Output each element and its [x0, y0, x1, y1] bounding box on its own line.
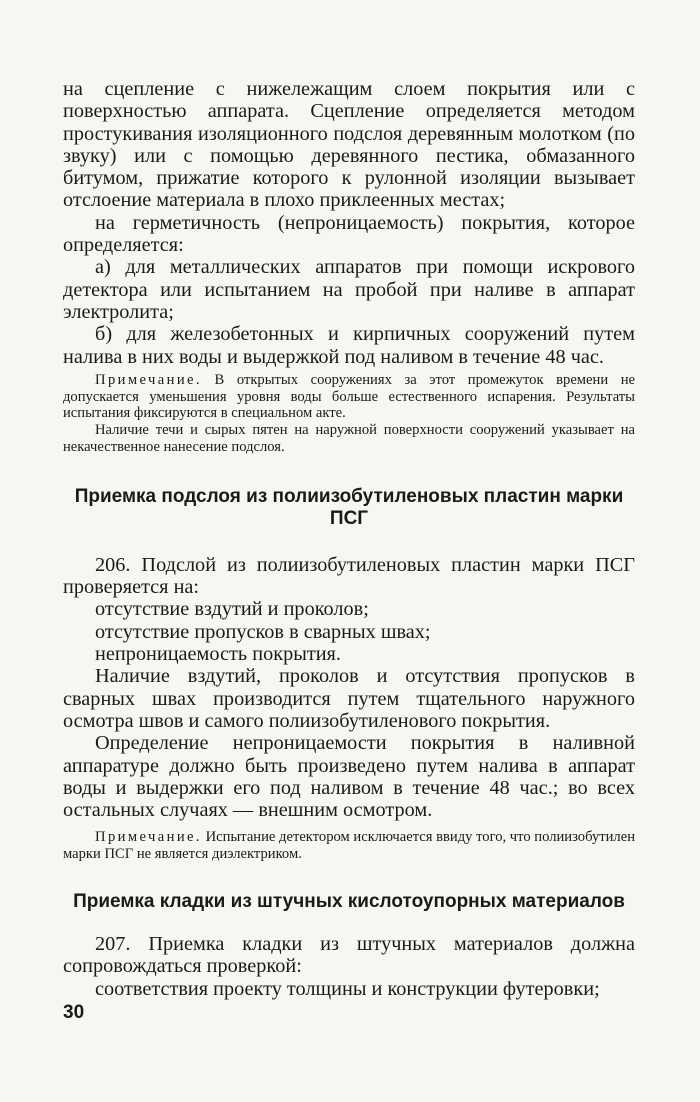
list-item: отсутствие пропусков в сварных швах; [95, 620, 431, 643]
list-item: непроницаемость покрытия. [95, 643, 341, 666]
page-body [63, 78, 635, 1000]
paragraph-207-item: соответствия проекту толщины и конструкции футеровки; [95, 977, 600, 1000]
section-heading-psg: Приемка подслоя из полиизобутиленовых пластин марки ПСГ [74, 485, 624, 529]
page-number: 30 [63, 1002, 85, 1023]
paragraph-206-inspection: Наличие вздутий, проколов и отсутствия пропусков в сварных швах производится путем тщательного наружного осмотра швов и самого полиизобутиленового покрытия. [63, 665, 635, 732]
note-text: В открытых сооружениях за этот промежуток времени не допускается уменьшения уровня воды больше естественного испарения. Результаты испытания фиксируются в специальном акте. [63, 371, 635, 422]
note-2 [63, 829, 635, 863]
paragraph-207-intro: 207. Приемка кладки из штучных материалов должна сопровождаться проверкой: [63, 933, 635, 978]
paragraph-hermeticity: на герметичность (непроницаемость) покрытия, которое определяется: [63, 211, 635, 257]
paragraph-continuation: на сцепление с нижележащим слоем покрытия или с поверхностью аппарата. Сцепление определяется методом простукивания изоляционного подслоя деревянным молотком (по звуку) или с помощью деревянного пестика, обмазанного битумом, прижатие которого к рулонной изоляции вызывает отслоение материала в плохо приклеенных местах; [63, 78, 635, 212]
note-1-continued: Наличие течи и сырых пятен на наружной поверхности сооружений указывает на некачественное нанесение подслоя. [63, 422, 635, 456]
paragraph-item-a: а) для металлических аппаратов при помощи искрового детектора или испытанием на пробой при наливе в аппарат электролита; [63, 256, 635, 323]
note-label: Примечание. [95, 371, 202, 388]
paragraph-206-intro: 206. Подслой из полиизобутиленовых пластин марки ПСГ проверяется на: [63, 553, 635, 599]
paragraph-206-impermeability: Определение непроницаемости покрытия в наливной аппаратуре должно быть произведено путем налива в аппарат воды и выдержки его под наливом в течение 48 час.; во всех остальных случаях — внешним осмотром. [63, 732, 635, 822]
note-text: Испытание детектором исключается ввиду того, что полиизобутилен марки ПСГ не является диэлектриком. [63, 829, 635, 863]
note-label: Примечание. [95, 829, 202, 846]
section-heading-masonry: Приемка кладки из штучных кислотоупорных материалов [73, 891, 625, 912]
note-1 [63, 372, 635, 422]
list-item: отсутствие вздутий и проколов; [95, 598, 369, 621]
paragraph-item-b: б) для железобетонных и кирпичных сооружений путем налива в них воды и выдержкой под наливом в течение 48 час. [63, 323, 635, 368]
